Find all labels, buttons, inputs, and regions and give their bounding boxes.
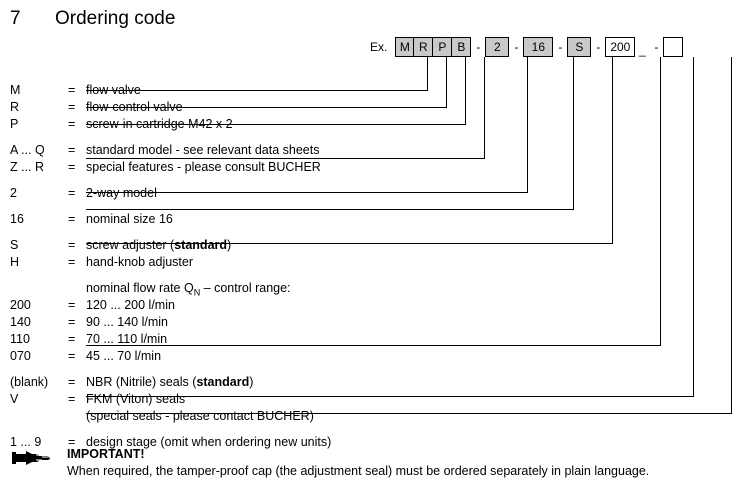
leader-v-p bbox=[465, 57, 466, 124]
legend-row-size bbox=[10, 211, 331, 228]
legend-row-140 bbox=[10, 314, 331, 331]
legend-row-fkm bbox=[10, 391, 331, 408]
code-box-flowrate: 200 bbox=[605, 37, 635, 57]
legend-key: Z ... R bbox=[10, 160, 45, 174]
code-box-2way: 2 bbox=[485, 37, 509, 57]
legend-row-2way bbox=[10, 185, 331, 202]
legend-spacer-4 bbox=[10, 228, 331, 237]
legend-value bbox=[86, 374, 253, 391]
legend-spacer-1 bbox=[10, 133, 331, 142]
page-title: Ordering code bbox=[55, 8, 176, 29]
legend-key: 16 bbox=[10, 212, 24, 226]
legend-equals: = bbox=[68, 298, 76, 312]
legend-row-special-seals bbox=[10, 408, 331, 425]
legend-value: 45 ... 70 l/min bbox=[86, 349, 162, 363]
legend-equals: = bbox=[68, 186, 76, 200]
legend-row-flowrate-header bbox=[10, 280, 331, 297]
dash-4: - bbox=[596, 40, 601, 54]
flow-rate-subscript: N bbox=[193, 287, 201, 298]
legend-row-r bbox=[10, 99, 331, 116]
legend-value: (special seals - please contact BUCHER) bbox=[86, 409, 314, 423]
legend-key: 1 ... 9 bbox=[10, 435, 42, 449]
legend-spacer-2 bbox=[10, 176, 331, 185]
legend-key: 140 bbox=[10, 315, 31, 329]
code-box-m: M bbox=[395, 37, 414, 57]
seal-placeholder: _ bbox=[639, 43, 646, 57]
legend-table bbox=[10, 82, 331, 451]
legend-equals: = bbox=[68, 375, 76, 389]
legend-equals: = bbox=[68, 255, 76, 269]
legend-value: nominal size 16 bbox=[86, 212, 173, 226]
leader-v-designstage bbox=[731, 57, 732, 413]
code-box-r: R bbox=[414, 37, 433, 57]
legend-spacer-3 bbox=[10, 202, 331, 211]
legend-row-110 bbox=[10, 331, 331, 348]
leader-v-size bbox=[573, 57, 574, 209]
dash-2: - bbox=[514, 40, 519, 54]
legend-equals: = bbox=[68, 315, 76, 329]
legend-row-p bbox=[10, 116, 331, 133]
nbr-post: ) bbox=[249, 375, 254, 389]
code-box-adjuster: S bbox=[567, 37, 591, 57]
code-box-b: B bbox=[452, 37, 471, 57]
screw-adjuster-pre: screw adjuster ( bbox=[86, 238, 175, 252]
code-box-p: P bbox=[433, 37, 452, 57]
legend-value: special features - please consult BUCHER bbox=[86, 160, 321, 174]
legend-equals: = bbox=[68, 83, 76, 97]
legend-equals: = bbox=[68, 392, 76, 406]
legend-equals: = bbox=[68, 100, 76, 114]
legend-key: P bbox=[10, 117, 19, 131]
dash-5: - bbox=[654, 40, 659, 54]
leader-v-seals bbox=[693, 57, 694, 396]
pointing-hand-icon bbox=[12, 448, 56, 468]
leader-v-r bbox=[446, 57, 447, 107]
note-title: IMPORTANT! bbox=[67, 447, 145, 461]
legend-value: screw-in cartridge M42 x 2 bbox=[86, 117, 233, 131]
legend-spacer-7 bbox=[10, 425, 331, 434]
legend-value: flow valve bbox=[86, 83, 141, 97]
legend-equals: = bbox=[68, 238, 76, 252]
flow-rate-suffix: – control range: bbox=[200, 281, 291, 295]
leader-v-adjuster bbox=[612, 57, 613, 243]
legend-equals: = bbox=[68, 117, 76, 131]
leader-v-flowrate bbox=[660, 57, 661, 345]
legend-spacer-6 bbox=[10, 365, 331, 374]
note-description: When required, the tamper-proof cap (the adjustment seal) must be ordered separately in plain language. bbox=[67, 464, 650, 478]
legend-value: flow-control valve bbox=[86, 100, 183, 114]
legend-equals: = bbox=[68, 349, 76, 363]
legend-value: 2-way model bbox=[86, 186, 157, 200]
legend-row-hand-knob bbox=[10, 254, 331, 271]
dash-3: - bbox=[558, 40, 563, 54]
flow-rate-prefix: nominal flow rate Q bbox=[86, 281, 194, 295]
legend-value: standard model - see relevant data sheets bbox=[86, 143, 320, 157]
code-box-designstage bbox=[663, 37, 683, 57]
legend-spacer-5 bbox=[10, 271, 331, 280]
legend-key: H bbox=[10, 255, 20, 269]
leader-v-b bbox=[484, 57, 485, 158]
screw-adjuster-bold: standard bbox=[174, 238, 228, 252]
legend-equals: = bbox=[68, 160, 76, 174]
legend-key: V bbox=[10, 392, 19, 406]
legend-key: 2 bbox=[10, 186, 17, 200]
important-note bbox=[12, 446, 742, 480]
legend-key: 110 bbox=[10, 332, 30, 346]
legend-row-nbr bbox=[10, 374, 331, 391]
nbr-bold: standard bbox=[196, 375, 250, 389]
section-number: 7 bbox=[10, 8, 21, 29]
code-box-size: 16 bbox=[523, 37, 553, 57]
legend-value: design stage (omit when ordering new units) bbox=[86, 435, 332, 449]
example-label: Ex. bbox=[370, 40, 388, 54]
legend-key: (blank) bbox=[10, 375, 49, 389]
legend-key: R bbox=[10, 100, 20, 114]
legend-equals: = bbox=[68, 435, 76, 449]
page-header bbox=[10, 8, 175, 30]
screw-adjuster-post: ) bbox=[227, 238, 232, 252]
legend-equals: = bbox=[68, 143, 76, 157]
legend-value: hand-knob adjuster bbox=[86, 255, 194, 269]
note-body bbox=[67, 446, 742, 480]
legend-value bbox=[86, 237, 231, 254]
legend-key: A ... Q bbox=[10, 143, 45, 157]
legend-value: 120 ... 200 l/min bbox=[86, 298, 175, 312]
legend-value: 70 ... 110 l/min bbox=[86, 332, 168, 346]
legend-key: S bbox=[10, 238, 19, 252]
legend-row-m bbox=[10, 82, 331, 99]
leader-v-m bbox=[427, 57, 428, 90]
legend-equals: = bbox=[68, 212, 76, 226]
legend-value: 90 ... 140 l/min bbox=[86, 315, 168, 329]
legend-equals: = bbox=[68, 332, 76, 346]
code-group-letters bbox=[395, 37, 471, 57]
leader-v-2way bbox=[527, 57, 528, 192]
legend-key: 070 bbox=[10, 349, 31, 363]
legend-row-screw-adjuster bbox=[10, 237, 331, 254]
legend-key: 200 bbox=[10, 298, 31, 312]
nbr-pre: NBR (Nitrile) seals ( bbox=[86, 375, 197, 389]
legend-row-zr bbox=[10, 159, 331, 176]
legend-row-aq bbox=[10, 142, 331, 159]
example-code-row bbox=[370, 36, 683, 58]
dash-1: - bbox=[476, 40, 481, 54]
legend-value: FKM (Viton) seals bbox=[86, 392, 186, 406]
legend-key: M bbox=[10, 83, 21, 97]
legend-row-070 bbox=[10, 348, 331, 365]
